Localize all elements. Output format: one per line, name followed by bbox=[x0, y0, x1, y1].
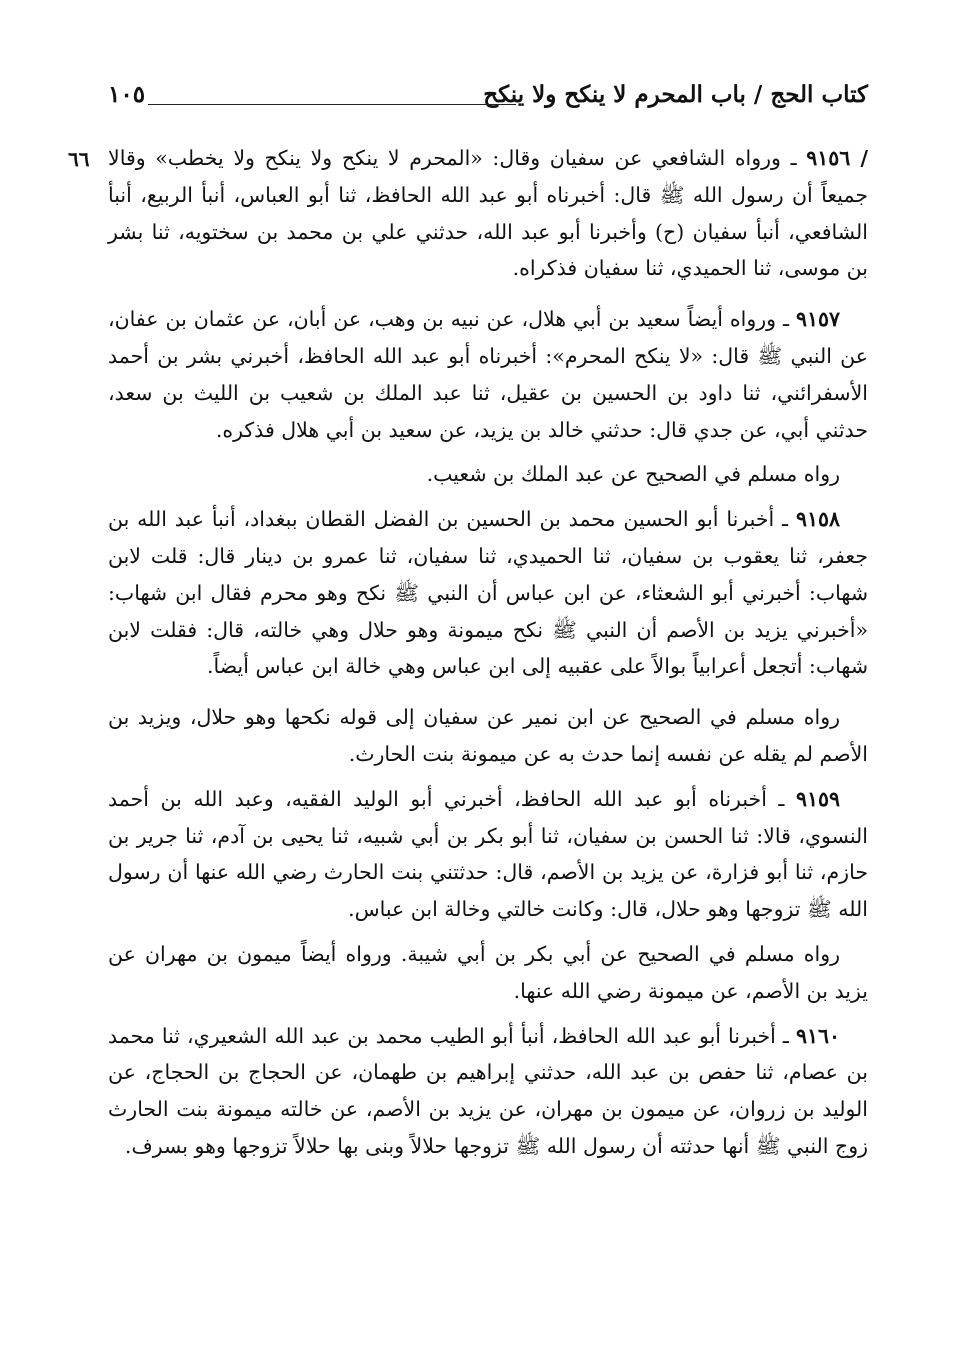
paragraph-text: ـ أخبرنا أبو عبد الله الحافظ، أنبأ أبو الطيب محمد بن عبد الله الشعيري، ثنا محمد بن عصام، ثنا حفص بن عبد الله، حدثني إبراهيم بن طهمان، عن الحجاج بن الحجاج، عن الوليد بن زروان، عن ميمون بن مهران، عن يزيد بن الأصم، عن خالته ميمونة بنت الحارث زوج النبي ﷺ أنها حدثته أن رسول الله ﷺ تزوجها حلالاً وبنى بها حلالاً تزوجها وهو بسرف. bbox=[108, 1023, 868, 1158]
hadith-paragraph-9159 bbox=[108, 781, 868, 928]
paragraph-text: ـ ورواه أيضاً سعيد بن أبي هلال، عن نبيه بن وهب، عن أبان، عن عثمان بن عفان، عن النبي ﷺ قال: «لا ينكح المحرم»: أخبرناه أبو عبد الله الحافظ، أخبرني بشر بن أحمد الأسفرائني، ثنا داود بن الحسين بن عقيل، ثنا عبد الملك بن شعيب بن الليث بن سعد، حدثني أبي، عن جدي قال: حدثني خالد بن يزيد، عن سعيد بن أبي هلال فذكره. bbox=[108, 307, 868, 442]
page-header bbox=[108, 80, 868, 120]
paragraph-text: رواه مسلم في الصحيح عن عبد الملك بن شعيب. bbox=[426, 462, 840, 487]
commentary-paragraph bbox=[108, 936, 868, 1010]
hadith-number: ٩١٥٩ bbox=[795, 786, 840, 811]
hadith-number: ٩١٥٧ bbox=[795, 307, 840, 332]
hadith-paragraph-9160 bbox=[108, 1018, 868, 1165]
commentary-paragraph bbox=[108, 699, 868, 773]
paragraph-text: ـ ورواه الشافعي عن سفيان وقال: «المحرم لا ينكح ولا ينكح ولا يخطب» وقالا جميعاً أن رسول الله ﷺ قال: أخبرناه أبو عبد الله الحافظ، ثنا أبو العباس، أنبأ الربيع، أنبأ الشافعي، أنبأ سفيان (ح) وأخبرنا أبو عبد الله، حدثني علي بن محمد بن سختويه، ثنا بشر بن موسى، ثنا الحميدي، ثنا سفيان فذكراه. bbox=[108, 146, 868, 281]
hadith-paragraph-9156 bbox=[108, 140, 868, 287]
hadith-number: ٩١٦٠ bbox=[795, 1023, 840, 1048]
hadith-number: / ٩١٥٦ bbox=[806, 146, 869, 170]
header-rule bbox=[148, 104, 516, 105]
page-body bbox=[108, 140, 868, 1165]
hadith-paragraph-9157 bbox=[108, 301, 868, 448]
margin-reference: ٦٦ bbox=[68, 147, 90, 171]
paragraph-text: ـ أخبرناه أبو عبد الله الحافظ، أخبرني أبو الوليد الفقيه، وعبد الله بن أحمد النسوي، قالا: ثنا الحسن بن سفيان، ثنا أبو بكر بن أبي شبيه، ثنا يحيى بن آدم، ثنا جرير بن حازم، ثنا أبو فزارة، عن يزيد بن الأصم، قال: حدثتني بنت الحارث رضي الله عنها أن رسول الله ﷺ تزوجها وهو حلال، قال: وكانت خالتي وخالة ابن عباس. bbox=[108, 786, 868, 922]
paragraph-text: ـ أخبرنا أبو الحسين محمد بن الحسين بن الفضل القطان ببغداد، أنبأ عبد الله بن جعفر، ثنا يعقوب بن سفيان، ثنا الحميدي، ثنا سفيان، ثنا عمرو بن دينار قال: قلت لابن شهاب: أخبرني أبو الشعثاء، عن ابن عباس أن النبي ﷺ نكح وهو محرم فقال ابن شهاب: «أخبرني يزيد بن الأصم أن النبي ﷺ نكح ميمونة وهو حلال وهي خالته، قال: فقلت لابن شهاب: أتجعل أعرابياً بوالاً على عقبيه إلى ابن عباس وهي خالة ابن عباس أيضاً. bbox=[108, 507, 868, 679]
hadith-number: ٩١٥٨ bbox=[795, 507, 840, 532]
paragraph-text: رواه مسلم في الصحيح عن أبي بكر بن أبي شيبة. ورواه أيضاً ميمون بن مهران عن يزيد بن الأصم، عن ميمونة رضي الله عنها. bbox=[108, 941, 868, 1003]
page-number: ١٠٥ bbox=[108, 81, 146, 108]
hadith-paragraph-9158 bbox=[108, 501, 868, 685]
running-title: كتاب الحج / باب المحرم لا ينكح ولا ينكح bbox=[483, 81, 868, 108]
commentary-paragraph bbox=[108, 456, 868, 493]
paragraph-text: رواه مسلم في الصحيح عن ابن نمير عن سفيان إلى قوله نكحها وهو حلال، ويزيد بن الأصم لم يقله عن نفسه إنما حدث به عن ميمونة بنت الحارث. bbox=[108, 705, 868, 766]
